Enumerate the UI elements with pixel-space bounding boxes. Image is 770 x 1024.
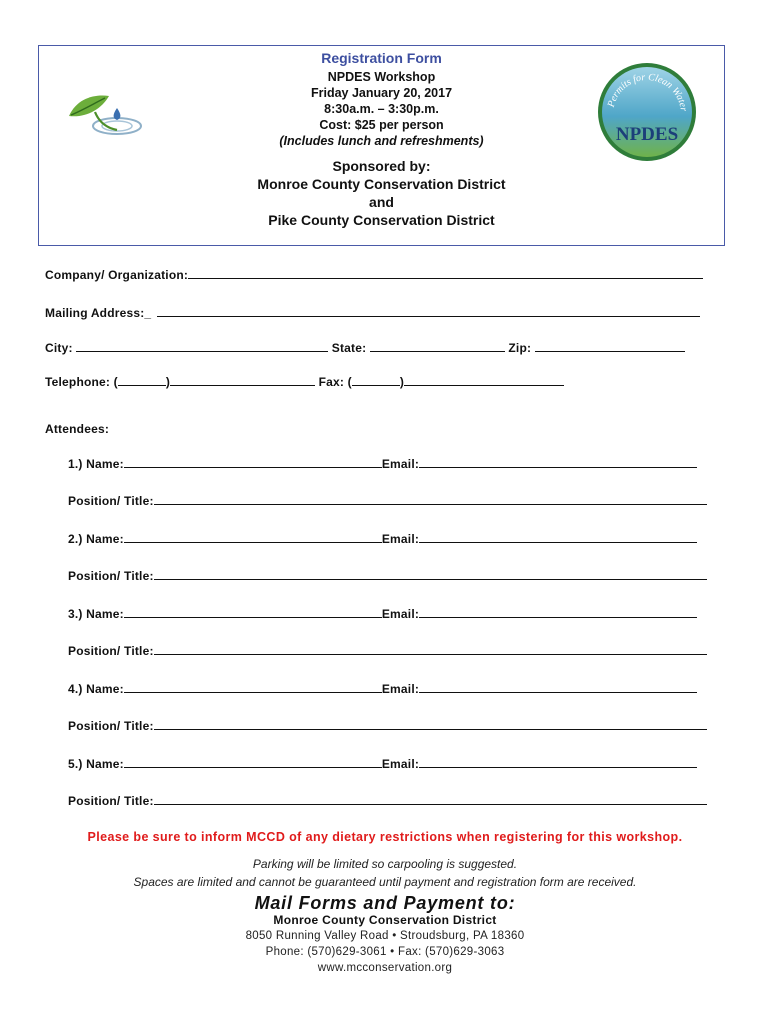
- attendee-position-input[interactable]: [154, 795, 707, 805]
- event-cost: Cost: $25 per person: [319, 118, 444, 132]
- event-date: Friday January 20, 2017: [310, 86, 453, 100]
- sponsored-by: Sponsored by:: [332, 158, 431, 174]
- attendee-name-input[interactable]: [124, 758, 382, 768]
- phone-fax-row: [45, 375, 564, 389]
- mail-title: Mail Forms and Payment to:: [254, 893, 516, 913]
- attendee-number: 4.): [68, 682, 83, 696]
- attendee-position-input[interactable]: [154, 495, 707, 505]
- attendee-position-input[interactable]: [154, 570, 707, 580]
- dietary-note: Please be sure to inform MCCD of any dietary restrictions when registering for this workshop.: [87, 830, 683, 844]
- attendee-number: 3.): [68, 607, 83, 621]
- mailing-field-row: [45, 306, 700, 320]
- company-input[interactable]: [188, 269, 703, 279]
- attendee-name-label: Name:: [86, 757, 124, 771]
- attendee-row: [68, 532, 697, 546]
- attendee-position-label: Position/ Title:: [68, 569, 154, 583]
- attendee-name-input[interactable]: [124, 608, 382, 618]
- mail-org: Monroe County Conservation District: [273, 913, 497, 927]
- attendee-email-input[interactable]: [419, 533, 697, 543]
- attendee-position-label: Position/ Title:: [68, 719, 154, 733]
- state-label: State:: [331, 341, 367, 355]
- attendee-position-label: Position/ Title:: [68, 644, 154, 658]
- telephone-area-input[interactable]: [118, 376, 166, 386]
- mailing-input[interactable]: [157, 307, 700, 317]
- sponsor-pike: Pike County Conservation District: [268, 212, 495, 228]
- attendee-name-label: Name:: [86, 532, 124, 546]
- attendee-position-row: [68, 569, 707, 583]
- attendee-email-input[interactable]: [419, 758, 697, 768]
- telephone-label: Telephone: (: [45, 375, 118, 389]
- city-label: City:: [45, 341, 73, 355]
- attendee-email-label: Email:: [381, 532, 420, 546]
- attendee-name-label: Name:: [86, 682, 124, 696]
- attendee-email-label: Email:: [381, 457, 420, 471]
- zip-input[interactable]: [535, 342, 685, 352]
- attendee-row: [68, 682, 697, 696]
- fax-input[interactable]: [404, 376, 564, 386]
- attendees-label: Attendees:: [45, 422, 110, 436]
- attendee-email-label: Email:: [381, 757, 420, 771]
- city-input[interactable]: [76, 342, 328, 352]
- attendee-number: 2.): [68, 532, 83, 546]
- attendee-position-row: [68, 719, 707, 733]
- attendee-position-row: [68, 494, 707, 508]
- parking-note: Parking will be limited so carpooling is suggested.: [252, 857, 518, 871]
- attendee-number: 5.): [68, 757, 83, 771]
- attendee-position-input[interactable]: [154, 720, 707, 730]
- state-input[interactable]: [370, 342, 505, 352]
- event-includes: (Includes lunch and refreshments): [279, 134, 484, 148]
- attendee-position-row: [68, 644, 707, 658]
- attendee-email-input[interactable]: [419, 683, 697, 693]
- company-label: Company/ Organization:: [45, 268, 189, 282]
- fax-paren-close: ): [399, 375, 405, 389]
- npdes-logo-arc-text: Permits for Clean Water: [605, 71, 689, 112]
- city-state-zip-row: [45, 341, 685, 355]
- mailing-label: Mailing Address:_: [45, 306, 152, 320]
- header-box: [38, 45, 725, 246]
- attendee-row: [68, 757, 697, 771]
- attendee-number: 1.): [68, 457, 83, 471]
- attendee-row: [68, 457, 697, 471]
- mail-phone: Phone: (570)629-3061 • Fax: (570)629-3063: [265, 946, 505, 958]
- fax-area-input[interactable]: [352, 376, 400, 386]
- attendee-position-row: [68, 794, 707, 808]
- company-field-row: [45, 268, 703, 282]
- form-title: Registration Form: [321, 50, 442, 66]
- attendee-name-label: Name:: [86, 607, 124, 621]
- attendee-email-label: Email:: [381, 682, 420, 696]
- npdes-logo-icon: [595, 60, 699, 164]
- event-time: 8:30a.m. – 3:30p.m.: [324, 102, 439, 116]
- mail-address: 8050 Running Valley Road • Stroudsburg, PA 18360: [245, 930, 525, 942]
- npdes-logo-text: NPDES: [615, 124, 679, 145]
- attendee-position-label: Position/ Title:: [68, 794, 154, 808]
- attendee-position-label: Position/ Title:: [68, 494, 154, 508]
- attendee-name-label: Name:: [86, 457, 124, 471]
- attendee-email-label: Email:: [381, 607, 420, 621]
- attendee-position-input[interactable]: [154, 645, 707, 655]
- attendee-name-input[interactable]: [124, 533, 382, 543]
- event-name: NPDES Workshop: [327, 70, 436, 84]
- attendee-name-input[interactable]: [124, 683, 382, 693]
- telephone-paren-close: ): [165, 375, 171, 389]
- attendee-name-input[interactable]: [124, 458, 382, 468]
- spaces-note: Spaces are limited and cannot be guaranteed until payment and registration form are received.: [133, 875, 637, 889]
- sponsor-and: and: [369, 194, 394, 210]
- leaf-water-drop-icon: [65, 86, 143, 138]
- fax-label: Fax: (: [318, 375, 352, 389]
- telephone-input[interactable]: [170, 376, 315, 386]
- sponsor-monroe: Monroe County Conservation District: [257, 176, 506, 192]
- attendee-email-input[interactable]: [419, 608, 697, 618]
- attendee-email-input[interactable]: [419, 458, 697, 468]
- zip-label: Zip:: [508, 341, 532, 355]
- attendee-row: [68, 607, 697, 621]
- mail-website[interactable]: www.mcconservation.org: [317, 962, 453, 974]
